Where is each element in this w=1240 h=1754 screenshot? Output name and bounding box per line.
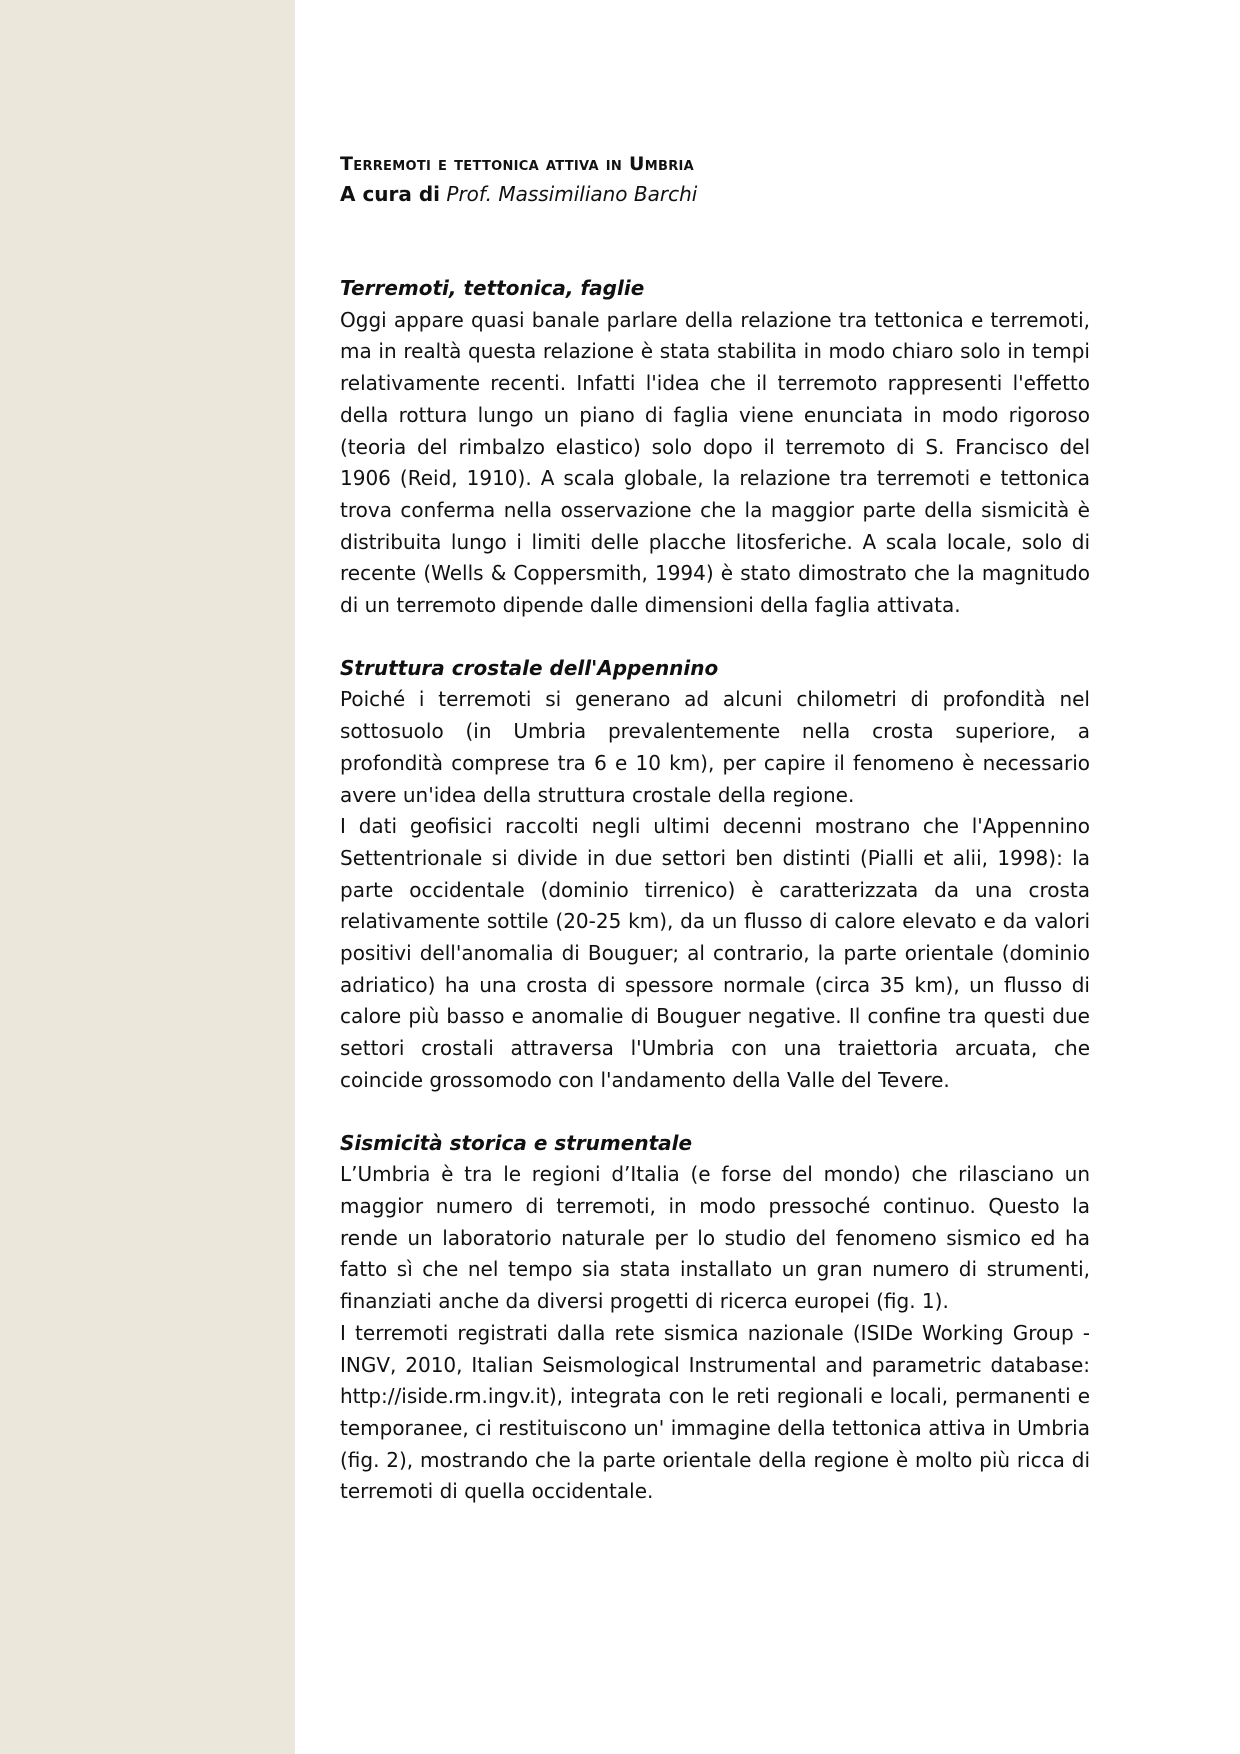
section-heading: Terremoti, tettonica, faglie — [340, 276, 645, 300]
paragraph: L’Umbria è tra le regioni d’Italia (e forse del mondo) che rilasciano un maggior numero di terremoti, in modo pressoché continuo. Questo la rende un laboratorio naturale per lo studio del fenomeno sismico ed ha fatto sì che nel tempo sia stata installato un gran numero di strumenti, finanziati anche da diversi progetti di ricerca europei (fig. 1). — [340, 1162, 1090, 1314]
paragraph: Oggi appare quasi banale parlare della relazione tra tettonica e terremoti, ma in realtà questa relazione è stata stabilita in modo chiaro solo in tempi relativamente recenti. Infatti l'idea che il terremoto rappresenti l'effetto della rottura lungo un piano di faglia viene enunciata in modo rigoroso (teoria del rimbalzo elastico) solo dopo il terremoto di S. Francisco del 1906 (Reid, 1910). A scala globale, la relazione tra terremoti e tettonica trova conferma nella osservazione che la maggior parte della sismicità è distribuita lungo i limiti delle placche litosferiche. A scala locale, solo di recente (Wells & Coppersmith, 1994) è stato dimostrato che la magnitudo di un terremoto dipende dalle dimensioni della faglia attivata. — [340, 307, 1090, 618]
section-struttura-crostale — [340, 653, 1090, 1097]
curator-name: Prof. Massimiliano Barchi — [446, 182, 698, 206]
paragraph: I terremoti registrati dalla rete sismica nazionale (ISIDe Working Group - INGV, 2010, Italian Seismological Instrumental and parametric database: http://iside.rm.ingv.it), integrata con le reti regionali e locali, permanenti e temporanee, ci restituiscono un' immagine della tettonica attiva in Umbria (fig. 2), mostrando che la parte orientale della regione è molto più ricca di terremoti di quella occidentale. — [340, 1320, 1090, 1504]
document-page — [340, 150, 1090, 1508]
section-heading: Struttura crostale dell'Appennino — [340, 655, 719, 680]
section-heading: Sismicità storica e strumentale — [340, 1130, 693, 1155]
curator-prefix: A cura di — [340, 182, 441, 206]
document-title: Terremoti e tettonica attiva in Umbria — [340, 153, 694, 175]
paragraph: I dati geofisici raccolti negli ultimi decenni mostrano che l'Appennino Settentrionale si divide in due settori ben distinti (Pialli et alii, 1998): la parte occidentale (dominio tirrenico) è caratterizzata da una crosta relativamente sottile (20-25 km), da un flusso di calore elevato e da valori positivi dell'anomalia di Bouguer; al contrario, la parte orientale (dominio adriatico) ha una crosta di spessore normale (circa 35 km), un flusso di calore più basso e anomalie di Bouguer negative. Il confine tra questi due settori crostali attraversa l'Umbria con una traiettoria arcuata, che coincide grossomodo con l'andamento della Valle del Tevere. — [340, 814, 1090, 1092]
section-terremoti-tettonica-faglie — [340, 273, 1090, 622]
section-sismicita-storica — [340, 1128, 1090, 1508]
byline — [340, 178, 1090, 210]
paragraph: Poiché i terremoti si generano ad alcuni chilometri di profondità nel sottosuolo (in Umbria prevalentemente nella crosta superiore, a profondità comprese tra 6 e 10 km), per capire il fenomeno è necessario avere un'idea della struttura crostale della regione. — [340, 687, 1090, 807]
page-side-band — [0, 0, 295, 1754]
